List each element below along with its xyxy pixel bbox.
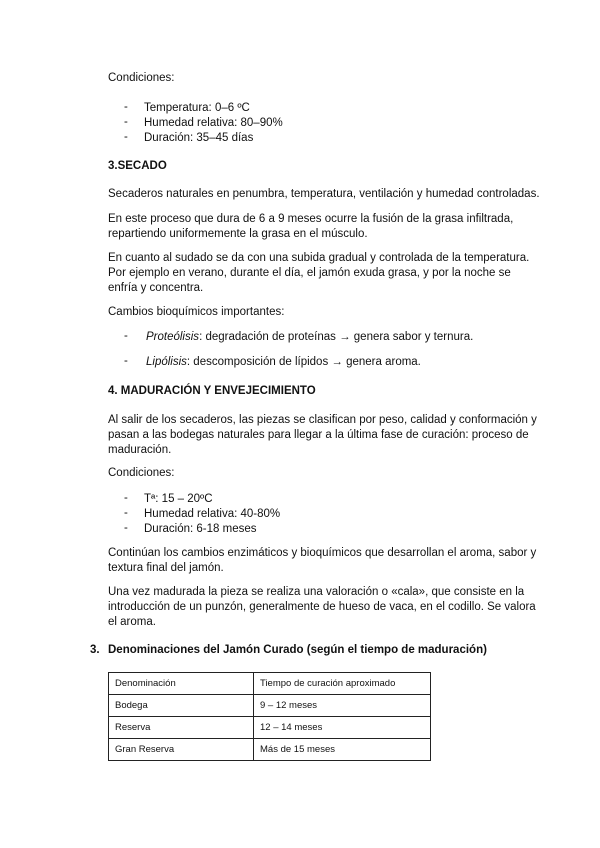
paragraph-line: repartiendo uniformemente la grasa en el músculo.	[108, 228, 368, 240]
paragraph-line: En cuanto al sudado se da con una subida gradual y controlada de la temperatura.	[108, 252, 530, 264]
paragraph-line: enfría y concentra.	[108, 282, 204, 294]
bullet-dash: -	[124, 492, 128, 504]
table-cell: Reserva	[109, 717, 254, 739]
paragraph-line: pasan a las bodegas naturales para llegar a la última fase de curación: proceso de	[108, 429, 529, 441]
table-header-cell: Tiempo de curación aproximado	[254, 673, 431, 695]
term-description: : degradación de proteínas → genera sabor y ternura.	[199, 331, 474, 343]
paragraph-line: el aroma.	[108, 616, 156, 628]
list-item-lipolisis	[146, 355, 421, 370]
table-row	[109, 695, 431, 717]
list-item-proteolisis	[146, 330, 473, 345]
table-row	[109, 717, 431, 739]
paragraph-line: Por ejemplo en verano, durante el día, el jamón exuda grasa, y por la noche se	[108, 267, 511, 279]
paragraph-line: textura final del jamón.	[108, 562, 224, 574]
list-item: Humedad relativa: 40-80%	[144, 508, 281, 520]
paragraph: Cambios bioquímicos importantes:	[108, 306, 285, 318]
paragraph: Secaderos naturales en penumbra, temperatura, ventilación y humedad controladas.	[108, 188, 540, 200]
list-number: 3.	[90, 644, 100, 656]
term-lipolisis: Lipólisis	[146, 356, 187, 368]
table-cell: 9 – 12 meses	[254, 695, 431, 717]
list-item: Duración: 35–45 días	[144, 132, 254, 144]
table-cell: 12 – 14 meses	[254, 717, 431, 739]
conditions-label: Condiciones:	[108, 72, 175, 84]
bullet-dash: -	[124, 116, 128, 128]
paragraph-line: maduración.	[108, 444, 172, 456]
table-row	[109, 739, 431, 761]
denominaciones-table	[108, 672, 431, 761]
conditions-label: Condiciones:	[108, 467, 175, 479]
paragraph-line: introducción de un punzón, generalmente de hueso de vaca, en el codillo. Se valora	[108, 601, 536, 613]
term-proteolisis: Proteólisis	[146, 331, 200, 343]
bullet-dash: -	[124, 522, 128, 534]
term-description: : descomposición de lípidos → genera aroma.	[186, 356, 421, 368]
table-header-cell: Denominación	[109, 673, 254, 695]
section-heading-secado: 3.SECADO	[108, 160, 167, 172]
bullet-dash: -	[124, 355, 128, 367]
table-cell: Gran Reserva	[109, 739, 254, 761]
section-heading-denominaciones: Denominaciones del Jamón Curado (según el tiempo de maduración)	[108, 644, 487, 656]
list-item: Temperatura: 0–6 ºC	[144, 102, 250, 114]
paragraph-line: Al salir de los secaderos, las piezas se clasifican por peso, calidad y conformación y	[108, 414, 537, 426]
list-item: Humedad relativa: 80–90%	[144, 117, 283, 129]
bullet-dash: -	[124, 330, 128, 342]
table-cell: Bodega	[109, 695, 254, 717]
table-cell: Más de 15 meses	[254, 739, 431, 761]
paragraph-line: En este proceso que dura de 6 a 9 meses ocurre la fusión de la grasa infiltrada,	[108, 213, 514, 225]
list-item: Duración: 6-18 meses	[144, 523, 257, 535]
paragraph-line: Continúan los cambios enzimáticos y bioquímicos que desarrollan el aroma, sabor y	[108, 547, 537, 559]
paragraph-line: Una vez madurada la pieza se realiza una valoración o «cala», que consiste en la	[108, 586, 525, 598]
section-heading-maduracion: 4. MADURACIÓN Y ENVEJECIMIENTO	[108, 385, 316, 397]
bullet-dash: -	[124, 507, 128, 519]
bullet-dash: -	[124, 101, 128, 113]
list-item: Tª: 15 – 20ºC	[144, 493, 213, 505]
bullet-dash: -	[124, 131, 128, 143]
table-header-row	[109, 673, 431, 695]
